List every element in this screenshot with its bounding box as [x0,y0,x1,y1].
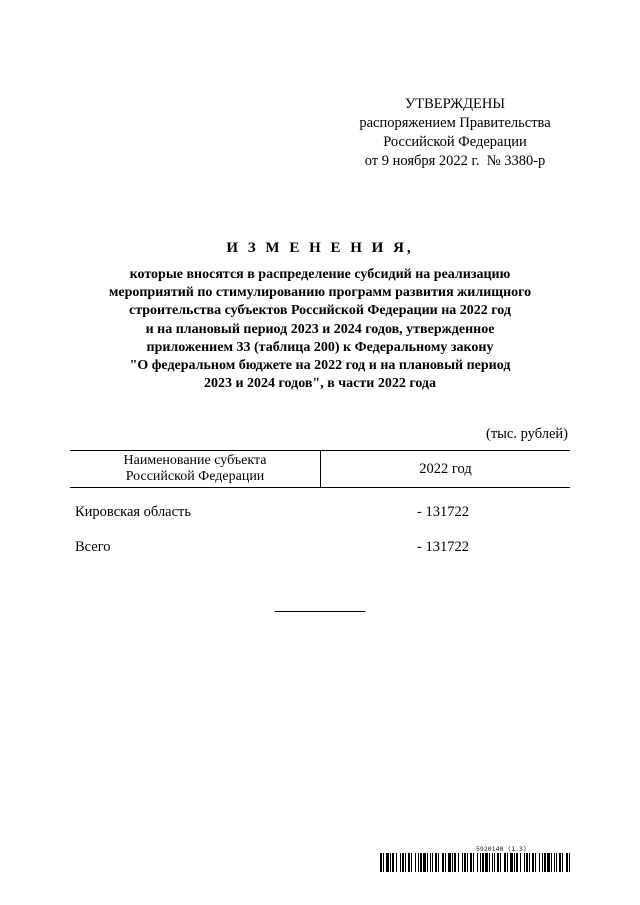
subtitle-line: строительства субъектов Российской Федерации на 2022 год [129,303,511,319]
header-subject [70,451,321,487]
row-value: - 131722 [417,539,469,555]
header-subject-line: Российской Федерации [125,468,265,484]
subtitle-line: "О федеральном бюджете на 2022 год и на плановый период [129,358,511,374]
approval-heading: УТВЕРЖДЕНЫ [404,96,506,112]
approval-date: от 9 ноября 2022 г. № 3380-р [364,153,546,169]
header-year: 2022 год [419,461,472,477]
table-header [70,450,570,488]
subtitle-line: которые вносятся в распределение субсидий на реализацию [129,267,511,282]
subtitle-line: и на плановый период 2023 и 2024 годов, утвержденное [145,321,495,337]
subtitle-line: мероприятий по стимулированию программ развития жилищного [108,285,532,301]
document-title: И З М Е Н Е Н И Я, [226,240,414,256]
row-subject: Кировская область [75,504,192,520]
subsidy-table [70,450,570,555]
approval-block [340,95,570,171]
end-divider [275,611,365,612]
approval-line: Российской Федерации [383,134,527,150]
approval-line: распоряжением Правительства [359,115,551,131]
table-row-total [70,539,570,556]
table-row [70,504,570,521]
barcode-image [380,853,572,872]
barcode-number: 5920140 (1.3) [476,845,527,853]
header-subject-line: Наименование субъекта [123,453,267,468]
subtitle-line: 2023 и 2024 годов", в части 2022 года [203,376,437,392]
row-subject: Всего [75,539,111,555]
subtitle-line: приложением 33 (таблица 200) к Федеральному закону [146,339,494,355]
document-subtitle [70,266,570,393]
row-value: - 131722 [417,504,469,520]
unit-label: (тыс. рублей) [486,426,568,442]
